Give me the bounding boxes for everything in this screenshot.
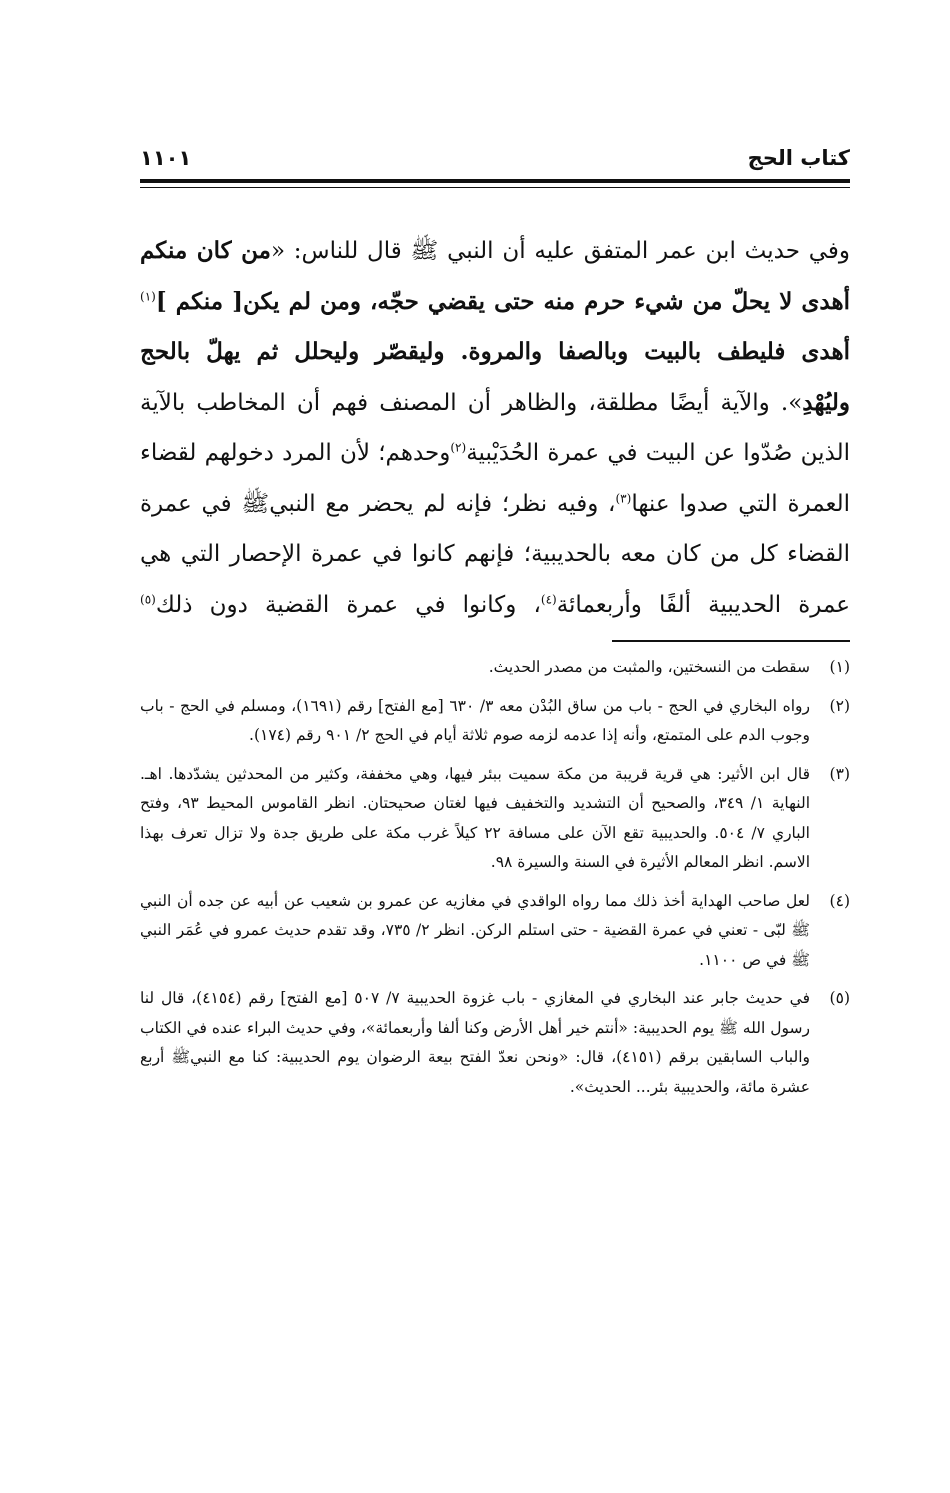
footnote-ref-2[interactable]: (٢) [450,440,467,455]
footnote-5 [140,984,850,1102]
text-segment: ». والآية أيضًا مطلقة، والظاهر أن المصنف فهم أن المخاطب بالآية الذين صُدّوا عن البيت في عمرة الحُدَيْبية [140,389,850,466]
chapter-title: كتاب الحج [747,146,850,170]
footnote-ref-1[interactable]: (١) [140,288,156,303]
footnote-ref-3[interactable]: (٣) [615,490,632,505]
header-rule-thick [140,179,850,183]
hadith-quote-part2: أهدى فليطف بالبيت وبالصفا والمروة. وليقصّر وليحلل ثم يهلّ بالحج وليُهْدِ [140,338,850,416]
footnote-3 [140,760,850,878]
page-header [140,140,850,180]
text-segment: وفي حديث ابن عمر المتفق عليه أن النبي ﷺ قال للناس: « [270,238,850,264]
footnote-text: رواه البخاري في الحج - باب من ساق البُدْن معه ٣/ ٦٣٠ [مع الفتح] رقم (١٦٩١)، ومسلم في الحج - باب وجوب الدم على المتمتع، وأنه إذا عدمه لزمه صوم ثلاثة أيام في الحج ٢/ ٩٠١ رقم (١٧٤). [140,696,811,744]
footnote-number: (٤) [829,891,850,910]
footnote-1 [140,653,850,683]
header-rule-thin [140,187,850,188]
hadith-quote-part1: من كان منكم أهدى لا يحلّ من شيء حرم منه حتى يقضي حجّه، ومن لم يكن[ منكم ] [140,237,850,315]
footnote-text: في حديث جابر عند البخاري في المغازي - باب غزوة الحديبية ٧/ ٥٠٧ [مع الفتح] رقم (٤١٥٤)، قال لنا رسول الله ﷺ يوم الحديبية: «أنتم خير أهل الأرض وكنا ألفا وأربعمائة»، وفي حديث البراء عنده في الكتاب والباب السابقين برقم (٤١٥١)، قال: «ونحن نعدّ الفتح بيعة الرضوان يوم الحديبية: كنا مع النبيﷺ أربع عشرة مائة، والحديبية بئر... الحديث». [140,989,810,1096]
footnote-2 [140,692,850,751]
footnote-ref-5[interactable]: (٥) [140,591,156,606]
footnote-4 [140,887,850,976]
text-segment: ، وكانوا في عمرة القضية دون ذلك [155,591,541,618]
footnote-number: (١) [829,658,850,676]
footnote-ref-4[interactable]: (٤) [540,591,557,606]
footnote-text: لعل صاحب الهداية أخذ ذلك مما رواه الواقدي في مغازيه عن عمرو بن شعيب عن أبيه عن جده أن النبي ﷺ لبّى - تعني في عمرة القضية - حتى استلم الركن. انظر ٢/ ٧٣٥، وقد تقدم حديث عمرو في عُمَر النبي ﷺ في ص ١١٠٠. [140,891,810,969]
main-text [140,226,850,630]
footnote-number: (٣) [829,764,850,783]
footnotes-section [140,653,850,1111]
footnote-separator [612,640,850,642]
main-paragraph [140,226,850,630]
footnote-number: (٥) [829,989,850,1007]
footnote-text: قال ابن الأثير: هي قرية قريبة من مكة سميت ببئر فيها، وهي مخففة، وكثير من المحدثين يشدّدها. اهـ. النهاية ١/ ٣٤٩، والصحيح أن التشديد والتخفيف فيها لغتان صحيحتان. انظر القاموس المحيط ٩٣، وفتح الباري ٧/ ٥٠٤. والحديبية تقع الآن على مسافة ٢٢ كيلاً غرب مكة على طريق جدة ولا تزال تعرف بهذا الاسم. انظر المعالم الأثيرة في السنة والسيرة ٩٨. [140,764,810,871]
footnote-text: سقطت من النسختين، والمثبت من مصدر الحديث. [488,658,810,676]
text-segment: ، وفيه نظر؛ فإنه لم يحضر مع النبيﷺ في عمرة القضاء كل من كان معه بالحديبية؛ فإنهم كانوا في عمرة الإحصار التي هي عمرة الحديبية ألفًا وأربعمائة [140,490,850,618]
page-number: ١١٠١ [140,146,192,170]
text-segment: وحدهم؛ لأن المرد دخولهم لقضاء العمرة التي صدوا عنها [140,440,850,517]
footnote-number: (٢) [829,696,850,715]
